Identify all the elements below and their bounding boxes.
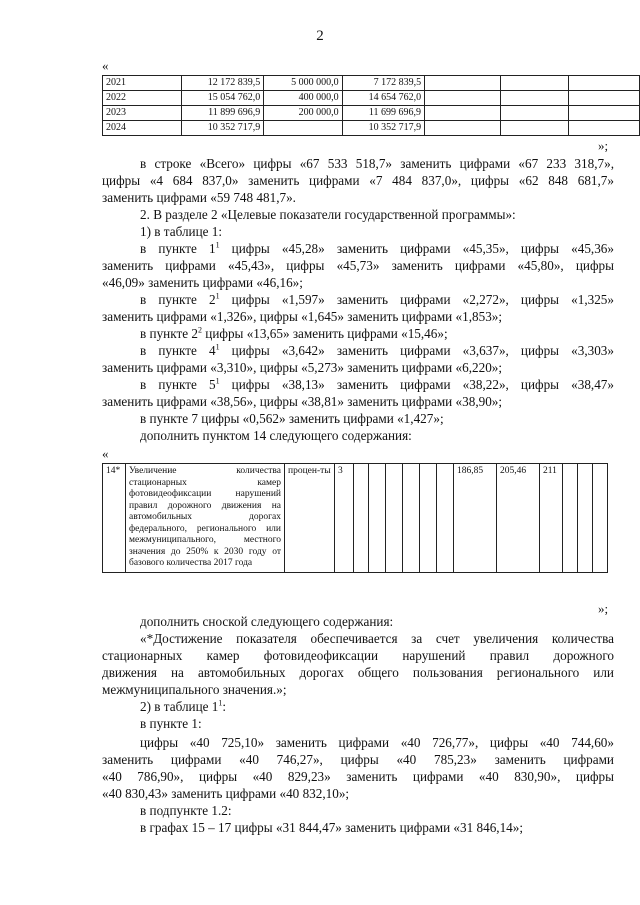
table-cell: 200 000,0 xyxy=(264,106,342,121)
table-cell xyxy=(569,121,640,136)
open-quote: « xyxy=(102,446,109,461)
close-quote: »; xyxy=(598,601,609,616)
superscript: 1 xyxy=(215,342,220,352)
text: в пункте 5 xyxy=(140,377,216,392)
funding-table xyxy=(102,75,640,136)
table-row xyxy=(103,121,640,136)
table-cell xyxy=(420,464,437,573)
paragraph-line: 2. В разделе 2 «Целевые показатели государственной программы»: xyxy=(140,207,516,222)
paragraph-line: в строке «Всего» цифры «67 533 518,7» заменить цифрами «67 233 318,7», xyxy=(140,156,614,171)
table-cell: 10 352 717,9 xyxy=(181,121,263,136)
table-cell: 400 000,0 xyxy=(264,91,342,106)
text: в пункте 2 xyxy=(140,326,198,341)
paragraph-line xyxy=(140,240,614,257)
table-cell xyxy=(386,464,403,573)
superscript: 2 xyxy=(197,325,202,335)
table-cell: 14 654 762,0 xyxy=(342,91,424,106)
table-cell xyxy=(500,91,569,106)
table-cell xyxy=(500,121,569,136)
table-cell: 211 xyxy=(540,464,563,573)
paragraph-line: дополнить пунктом 14 следующего содержания: xyxy=(140,428,412,443)
paragraph-line: 1) в таблице 1: xyxy=(140,224,223,239)
table-cell: 3 xyxy=(335,464,354,573)
superscript: 1 xyxy=(215,291,220,301)
table-cell xyxy=(437,464,454,573)
text: в пункте 4 xyxy=(140,343,216,358)
table-cell xyxy=(563,464,578,573)
table-row xyxy=(103,76,640,91)
paragraph-line: цифры «4 684 837,0» заменить цифрами «7 484 837,0», цифры «62 848 681,7» xyxy=(102,173,614,188)
row-number: 14* xyxy=(103,464,126,573)
table-cell: 205,46 xyxy=(497,464,540,573)
paragraph-line: «40 786,90», цифры «40 829,23» заменить цифрами «40 830,90», цифры xyxy=(102,769,614,784)
open-quote: « xyxy=(102,58,109,73)
text: в пункте 2 xyxy=(140,292,216,307)
table-cell: 12 172 839,5 xyxy=(181,76,263,91)
paragraph-line: «40 830,43» заменить цифрами «40 832,10»; xyxy=(102,786,350,801)
text: цифры «38,13» заменить цифрами «38,22», цифры «38,47» xyxy=(219,377,614,392)
table-cell xyxy=(500,76,569,91)
table-cell xyxy=(403,464,420,573)
unit-cell: процен-ты xyxy=(285,464,335,573)
page-number: 2 xyxy=(316,28,324,44)
table-cell xyxy=(425,91,501,106)
paragraph-line xyxy=(140,325,448,342)
indicator-description: Увеличение количества стационарных камер фотовидеофиксации нарушений правил дорожного движения на автомобильных дорогах федерального, регионального или межмуниципального, местного значения до 250% к 2030 году от базового количества 2017 года xyxy=(126,464,285,573)
paragraph-line xyxy=(140,698,226,715)
paragraph-line: движения на автомобильных дорогах общего пользования регионального или xyxy=(102,665,614,680)
paragraph-line: в пункте 1: xyxy=(140,716,202,731)
table-cell: 10 352 717,9 xyxy=(342,121,424,136)
paragraph-line: «46,09» заменить цифрами «46,16»; xyxy=(102,275,303,290)
text: цифры «1,597» заменить цифрами «2,272», цифры «1,325» xyxy=(219,292,614,307)
paragraph-line: заменить цифрами «59 748 481,7». xyxy=(102,190,296,205)
text: цифры «45,28» заменить цифрами «45,35», цифры «45,36» xyxy=(219,241,614,256)
table-cell: 2021 xyxy=(103,76,182,91)
table-cell xyxy=(425,106,501,121)
paragraph-line: в графах 15 – 17 цифры «31 844,47» заменить цифрами «31 846,14»; xyxy=(140,820,524,835)
text: 2) в таблице 1 xyxy=(140,699,219,714)
table-cell: 15 054 762,0 xyxy=(181,91,263,106)
paragraph-line: в подпункте 1.2: xyxy=(140,803,232,818)
paragraph-line: стационарных камер фотовидеофиксации нарушений правил дорожного xyxy=(102,648,614,663)
paragraph-line: заменить цифрами «38,56», цифры «38,81» заменить цифрами «38,90»; xyxy=(102,394,503,409)
superscript: 1 xyxy=(215,376,220,386)
close-quote: »; xyxy=(598,138,609,153)
table-cell xyxy=(354,464,369,573)
text: цифры «3,642» заменить цифрами «3,637», цифры «3,303» xyxy=(219,343,614,358)
text: в пункте 1 xyxy=(140,241,216,256)
paragraph-line: «*Достижение показателя обеспечивается за счет увеличения количества xyxy=(140,631,614,646)
table-cell: 11 899 696,9 xyxy=(181,106,263,121)
paragraph-line: в пункте 7 цифры «0,562» заменить цифрами «1,427»; xyxy=(140,411,444,426)
table-cell: 186,85 xyxy=(454,464,497,573)
paragraph-line: заменить цифрами «3,310», цифры «5,273» заменить цифрами «6,220»; xyxy=(102,360,503,375)
table-cell xyxy=(500,106,569,121)
table-row xyxy=(103,91,640,106)
paragraph-line: цифры «40 725,10» заменить цифрами «40 726,77», цифры «40 744,60» xyxy=(140,735,614,750)
table-cell: 2023 xyxy=(103,106,182,121)
table-cell xyxy=(425,76,501,91)
table-cell xyxy=(569,91,640,106)
table-cell xyxy=(569,106,640,121)
table-cell xyxy=(369,464,386,573)
table-cell: 2022 xyxy=(103,91,182,106)
table-cell xyxy=(578,464,593,573)
superscript: 1 xyxy=(218,698,223,708)
paragraph-line: дополнить сноской следующего содержания: xyxy=(140,614,394,629)
table-row xyxy=(103,106,640,121)
table-cell xyxy=(569,76,640,91)
table-cell xyxy=(593,464,608,573)
table-cell xyxy=(264,121,342,136)
paragraph-line xyxy=(140,291,614,308)
table-cell xyxy=(425,121,501,136)
paragraph-line xyxy=(140,376,614,393)
table-cell: 2024 xyxy=(103,121,182,136)
paragraph-line: заменить цифрами «45,43», цифры «45,73» заменить цифрами «45,80», цифры xyxy=(102,258,614,273)
table-cell: 7 172 839,5 xyxy=(342,76,424,91)
table-row xyxy=(103,464,608,573)
text: : xyxy=(222,699,227,714)
paragraph-line xyxy=(140,342,614,359)
table-cell: 5 000 000,0 xyxy=(264,76,342,91)
text: цифры «13,65» заменить цифрами «15,46»; xyxy=(201,326,448,341)
table-cell: 11 699 696,9 xyxy=(342,106,424,121)
paragraph-line: межмуниципального значения.»; xyxy=(102,682,287,697)
paragraph-line: заменить цифрами «1,326», цифры «1,645» заменить цифрами «1,853»; xyxy=(102,309,503,324)
indicator-table xyxy=(102,463,608,573)
paragraph-line: заменить цифрами «40 746,27», цифры «40 785,23» заменить цифрами xyxy=(102,752,614,767)
superscript: 1 xyxy=(215,240,220,250)
